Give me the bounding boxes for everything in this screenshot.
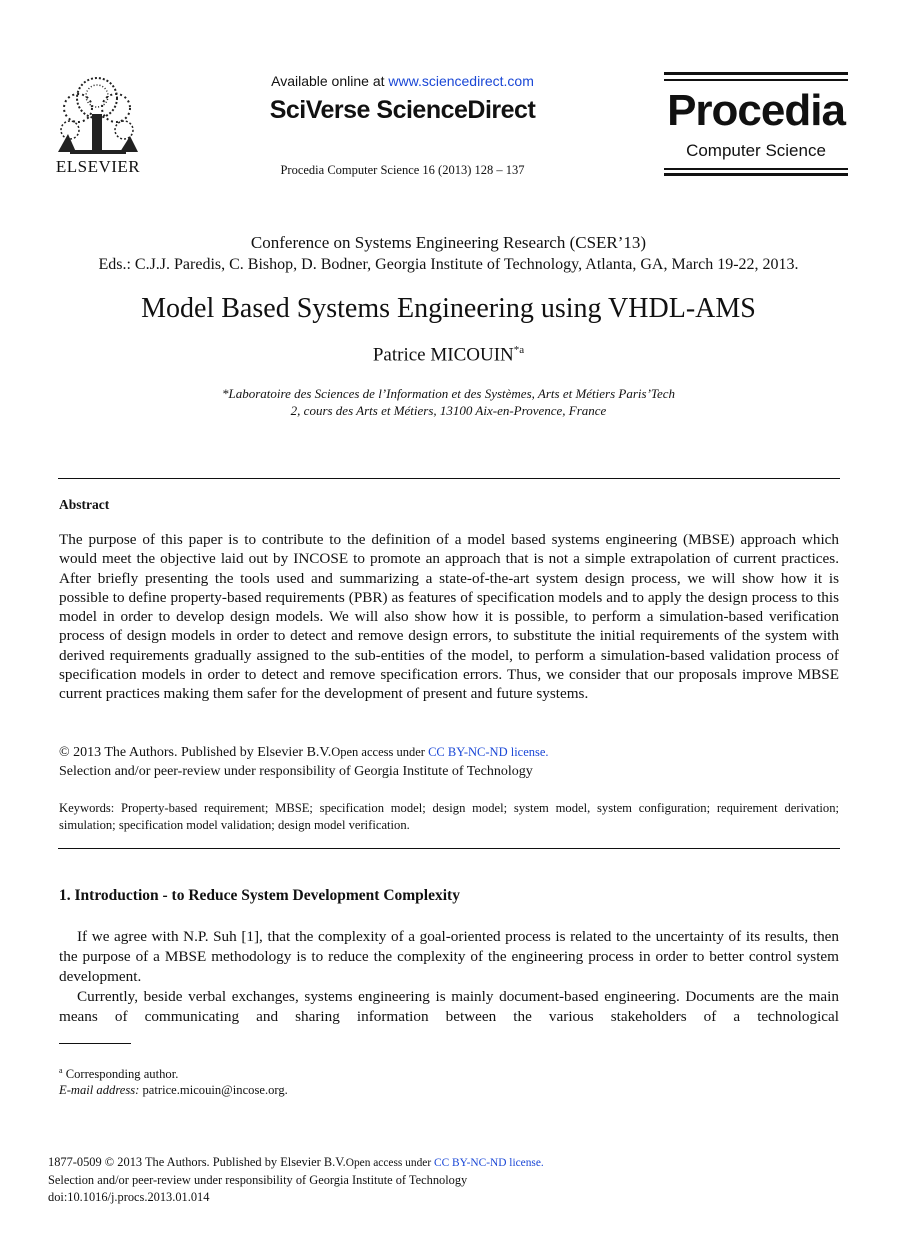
footnote-corresponding-text: Corresponding author.	[62, 1067, 179, 1082]
footer-line-2: Selection and/or peer-review under responsibility of Georgia Institute of Technology	[48, 1173, 468, 1187]
elsevier-wordmark: ELSEVIER	[55, 157, 141, 176]
procedia-logo-subtitle: Computer Science	[686, 141, 826, 160]
footer-copyright: 1877-0509 © 2013 The Authors. Published by Elsevier B.V.	[48, 1155, 346, 1169]
footer-doi: doi:10.1016/j.procs.2013.01.014	[48, 1190, 210, 1204]
abstract-text: The purpose of this paper is to contribute to the definition of a model based systems engineering (MBSE) approach which would meet the objective laid out by INCOSE to promote an approach that is not a simple extrapolation of current practices. After briefly presenting the tools used and summarizing a state-of-the-art system design process, we will show how it is possible to define property-based requirements (PBR) as features of specification models and to apply the design process to this model in order to develop design models. We will also show how it is possible, to perform a simulation-based verification process of design models in order to detect and remove design errors, to substitute the initial requirements of the system with derived requirements gradually assigned to the sub-entities of the model, to perform a simulation-based validation process of specification models in order to detect and remove specification errors. Thus, we consider that our proposals improve MBSE current practices making them safer for the development of present and future systems.	[59, 531, 839, 703]
footnote-email	[59, 1083, 288, 1098]
available-prefix: Available online at	[271, 73, 389, 89]
copyright-block	[59, 743, 839, 781]
conference-name: Conference on Systems Engineering Research (CSER’13)	[250, 233, 647, 252]
license-link[interactable]: CC BY-NC-ND license.	[428, 745, 549, 759]
affiliation-line-2: 2, cours des Arts et Métiers, 13100 Aix-en-Provence, France	[290, 403, 607, 418]
paper-title: Model Based Systems Engineering using VHDL-AMS	[141, 293, 756, 324]
available-online-line	[230, 73, 575, 89]
open-access-text: Open access under	[331, 745, 429, 759]
abstract-top-rule	[58, 478, 840, 479]
intro-paragraph-1: If we agree with N.P. Suh [1], that the complexity of a goal-oriented process is related to the uncertainty of its results, then the purpose of a MBSE methodology is to reduce the complexity of the engineering process in order to better control system development.	[59, 928, 839, 985]
footer-line-1	[48, 1154, 828, 1172]
section-heading: 1. Introduction - to Reduce System Development Complexity	[59, 887, 460, 904]
copyright-main: © 2013 The Authors. Published by Elsevier B.V.	[59, 745, 332, 760]
footnote-rule	[59, 1043, 131, 1044]
footnote-mark: a	[59, 1066, 63, 1075]
procedia-logo-title: Procedia	[667, 86, 845, 135]
keywords: Keywords: Property-based requirement; MBSE; specification model; design model; system model, system configuration; requirement derivation; simulation; specification model validation; design model verification.	[59, 801, 839, 832]
sciverse-sciencedirect-logo: SciVerse ScienceDirect	[269, 96, 536, 124]
page-footer	[48, 1154, 828, 1206]
intro-paragraph-2: Currently, beside verbal exchanges, systems engineering is mainly document-based engineering. Documents are the main means of communicating and sharing information between the various stakeholders of a technological	[59, 988, 839, 1025]
conference-editors: Eds.: C.J.J. Paredis, C. Bishop, D. Bodner, Georgia Institute of Technology, Atlanta, GA, March 19-22, 2013.	[98, 256, 799, 273]
sciencedirect-link[interactable]: www.sciencedirect.com	[388, 73, 534, 89]
abstract-heading: Abstract	[59, 497, 110, 512]
selection-line: Selection and/or peer-review under responsibility of Georgia Institute of Technology	[59, 763, 533, 779]
footnote-corresponding	[59, 1066, 178, 1082]
footer-license-link[interactable]: CC BY-NC-ND license.	[433, 1157, 544, 1169]
author-name: Patrice MICOUIN	[372, 344, 514, 366]
email-label: E-mail address:	[59, 1083, 140, 1097]
abstract-bottom-rule	[58, 848, 840, 849]
email-address: patrice.micouin@incose.org.	[139, 1083, 288, 1097]
paper-author	[0, 344, 897, 366]
footer-open-access: Open access under	[345, 1157, 434, 1169]
affiliation-line-1: *Laboratoire des Sciences de l’Information et des Systèmes, Arts et Métiers Paris’Tech	[221, 386, 675, 401]
author-mark: *a	[513, 344, 525, 356]
journal-reference: Procedia Computer Science 16 (2013) 128 – 137	[280, 163, 525, 177]
copyright-line	[59, 743, 839, 763]
